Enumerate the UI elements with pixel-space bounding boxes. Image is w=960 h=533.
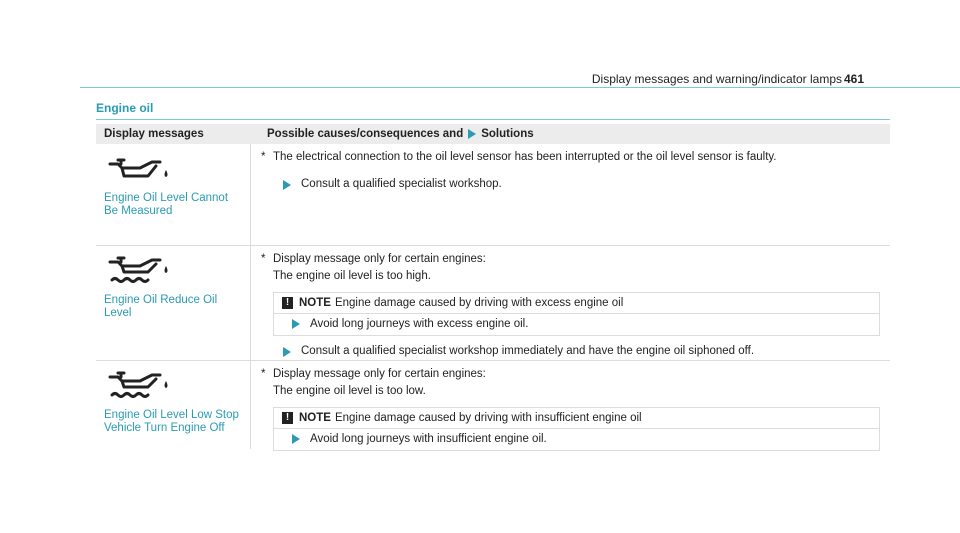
note-step-text: Avoid long journeys with excess engine oil.: [310, 318, 529, 330]
display-message-text: Engine Oil Reduce Oil Level: [104, 294, 218, 319]
play-arrow-icon: [468, 129, 476, 139]
note-step-text: Avoid long journeys with insufficient engine oil.: [310, 433, 547, 445]
table-header: [96, 124, 890, 144]
note-box: [273, 292, 880, 336]
note-text: Engine damage caused by driving with excess engine oil: [334, 297, 624, 309]
causes-cell: [251, 144, 890, 245]
warning-icon: !: [282, 297, 293, 309]
messages-table: [96, 124, 890, 449]
solution-text: Consult a qualified specialist workshop immediately and have the engine oil siphoned off.: [301, 345, 755, 357]
play-arrow-icon: [283, 347, 291, 357]
col-header-causes-label: Possible causes/consequences and: [267, 128, 464, 140]
solution-step: [261, 344, 880, 359]
section-rule: [96, 119, 890, 120]
warning-icon: !: [282, 412, 293, 424]
play-arrow-icon: [292, 319, 300, 329]
note-header: [274, 408, 879, 429]
col-header-causes: [259, 128, 890, 140]
cause-detail: The engine oil level is too high.: [273, 270, 431, 282]
note-header: [274, 293, 879, 314]
play-arrow-icon: [292, 434, 300, 444]
page-number: 461: [843, 72, 864, 86]
oil-can-icon: [104, 150, 184, 186]
bullet-marker: *: [261, 151, 266, 163]
play-arrow-icon: [283, 180, 291, 190]
oil-level-icon: [104, 252, 184, 288]
bullet-marker: *: [261, 368, 266, 380]
section-title: Engine oil: [96, 101, 154, 115]
header-rule: [80, 87, 960, 88]
note-step: [274, 429, 879, 450]
note-label: NOTE: [299, 412, 331, 424]
cause-text: The electrical connection to the oil level sensor has been interrupted or the oil level sensor is faulty.: [273, 151, 777, 163]
col-header-solutions-label: Solutions: [481, 128, 534, 140]
display-message-cell: [96, 144, 251, 245]
note-label: NOTE: [299, 297, 331, 309]
causes-cell: [251, 361, 890, 449]
solution-text: Consult a qualified specialist workshop.: [301, 178, 502, 190]
display-message-text: Engine Oil Level Low Stop Vehicle Turn Engine Off: [104, 409, 239, 434]
col-header-display-messages: Display messages: [104, 128, 204, 140]
table-row: [96, 361, 890, 449]
running-header: Display messages and warning/indicator lamps: [591, 72, 842, 86]
oil-level-low-icon: [104, 367, 184, 403]
causes-cell: [251, 246, 890, 360]
cause-detail: The engine oil level is too low.: [273, 385, 426, 397]
display-message-cell: [96, 361, 251, 449]
table-row: [96, 246, 890, 361]
note-text: Engine damage caused by driving with insufficient engine oil: [334, 412, 642, 424]
cause-text: Display message only for certain engines:: [273, 368, 486, 380]
display-message-cell: [96, 246, 251, 360]
display-message-text: Engine Oil Level Cannot Be Measured: [104, 192, 229, 217]
page-header: [0, 0, 960, 86]
note-step: [274, 314, 879, 335]
solution-step: [261, 177, 880, 192]
table-row: [96, 144, 890, 246]
cause-text: Display message only for certain engines:: [273, 253, 486, 265]
bullet-marker: *: [261, 253, 266, 265]
note-box: [273, 407, 880, 451]
